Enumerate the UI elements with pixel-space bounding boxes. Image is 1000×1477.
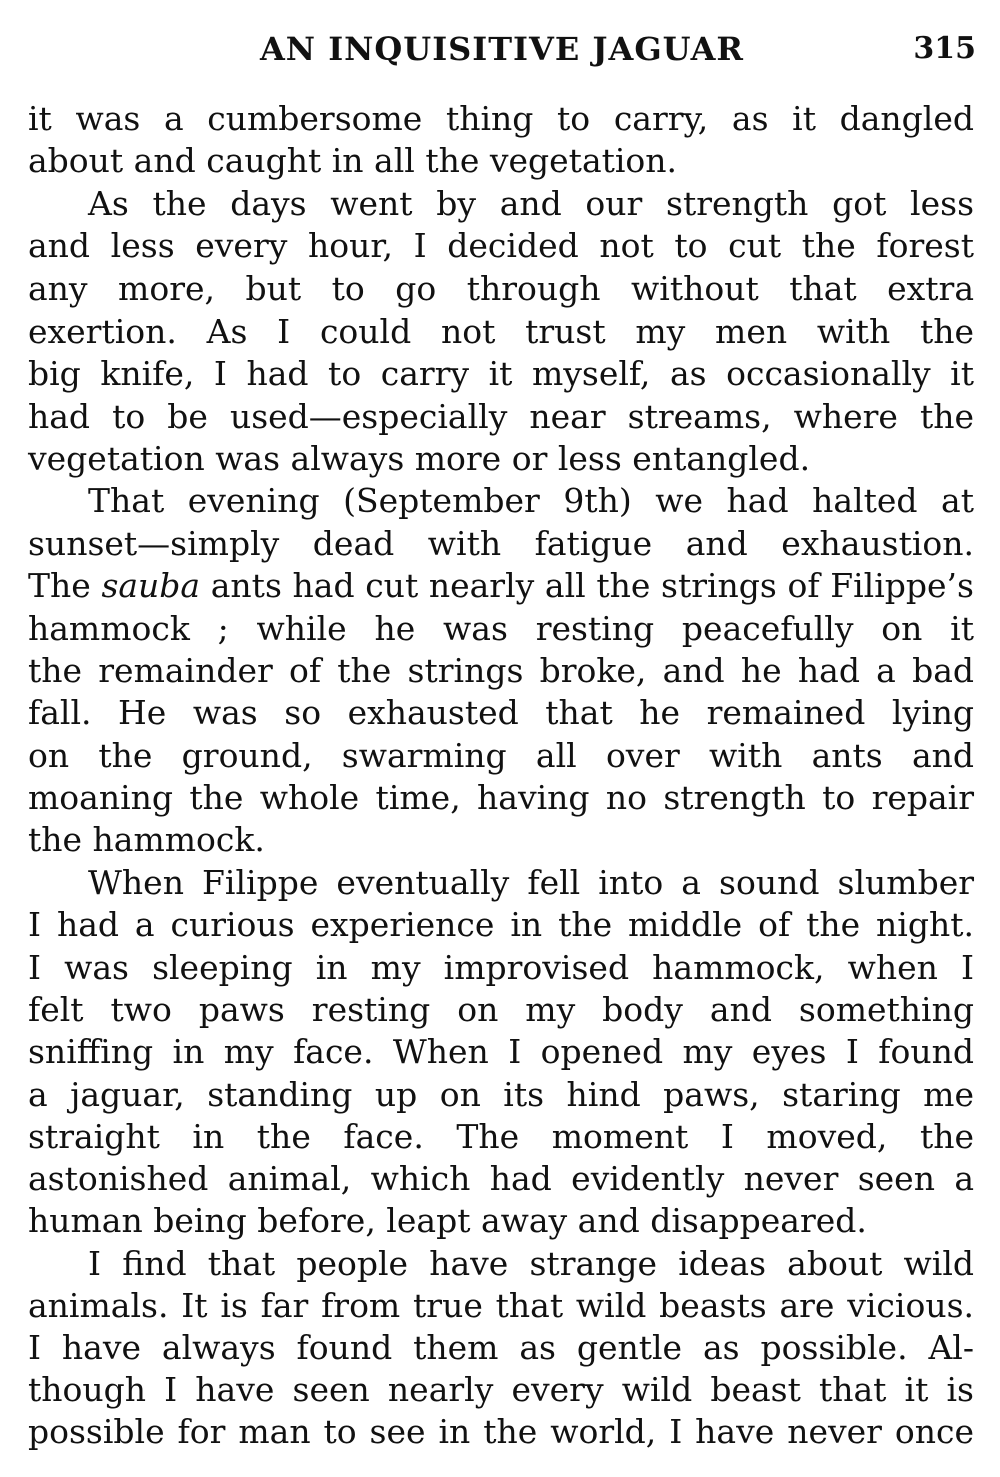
text-line: I was sleeping in my improvised hammock, when I: [28, 948, 974, 987]
text-line: [28, 565, 974, 607]
text-line: I had a curious experience in the middle of the night.: [28, 905, 974, 944]
text-line: That evening (September 9th) we had halted at: [88, 481, 974, 520]
text-line: human being before, leapt away and disappeared.: [28, 1201, 867, 1240]
running-head: [28, 24, 976, 74]
text-line: though I have seen nearly every wild beast that it is: [28, 1370, 974, 1409]
text-fragment: The: [28, 566, 102, 605]
text-line: sniffing in my face. When I opened my eyes I found: [28, 1032, 974, 1071]
text-line: felt two paws resting on my body and something: [28, 990, 974, 1029]
running-title: AN INQUISITIVE JAGUAR: [259, 30, 745, 68]
text-line: the hammock.: [28, 820, 265, 859]
text-line: As the days went by and our strength got less: [88, 184, 974, 223]
italic-word: sauba: [101, 566, 201, 605]
text-line: vegetation was always more or less entangled.: [28, 439, 811, 478]
text-line: it was a cumbersome thing to carry, as it dangled: [28, 99, 974, 138]
text-line: and less every hour, I decided not to cut the forest: [28, 226, 974, 265]
text-line: When Filippe eventually fell into a sound slumber: [88, 863, 974, 902]
text-line: animals. It is far from true that wild beasts are vicious.: [28, 1286, 974, 1325]
text-line: exertion. As I could not trust my men with the: [28, 312, 974, 351]
text-line: fall. He was so exhausted that he remained lying: [28, 693, 974, 732]
text-line: a jaguar, standing up on its hind paws, staring me: [28, 1075, 974, 1114]
text-line: I find that people have strange ideas about wild: [88, 1244, 974, 1283]
text-fragment: ants had cut nearly all the strings of Filippe’s: [200, 566, 974, 605]
text-line: the remainder of the strings broke, and he had a bad: [28, 651, 974, 690]
page-number: 315: [913, 31, 976, 66]
text-line: hammock ; while he was resting peacefully on it: [28, 609, 974, 648]
text-line: about and caught in all the vegetation.: [28, 141, 678, 180]
text-line: astonished animal, which had evidently never seen a: [28, 1159, 974, 1198]
text-line: possible for man to see in the world, I have never once: [28, 1412, 974, 1451]
text-line: big knife, I had to carry it myself, as occasionally it: [28, 354, 974, 393]
text-line: had to be used—especially near streams, where the: [28, 397, 974, 436]
text-line: on the ground, swarming all over with ants and: [28, 736, 974, 775]
text-line: moaning the whole time, having no strength to repair: [28, 778, 974, 817]
text-line: straight in the face. The moment I moved, the: [28, 1117, 974, 1156]
text-line: any more, but to go through without that extra: [28, 269, 974, 308]
text-line: I have always found them as gentle as possible. Al-: [28, 1328, 974, 1367]
text-line: sunset—simply dead with fatigue and exhaustion.: [28, 524, 974, 563]
